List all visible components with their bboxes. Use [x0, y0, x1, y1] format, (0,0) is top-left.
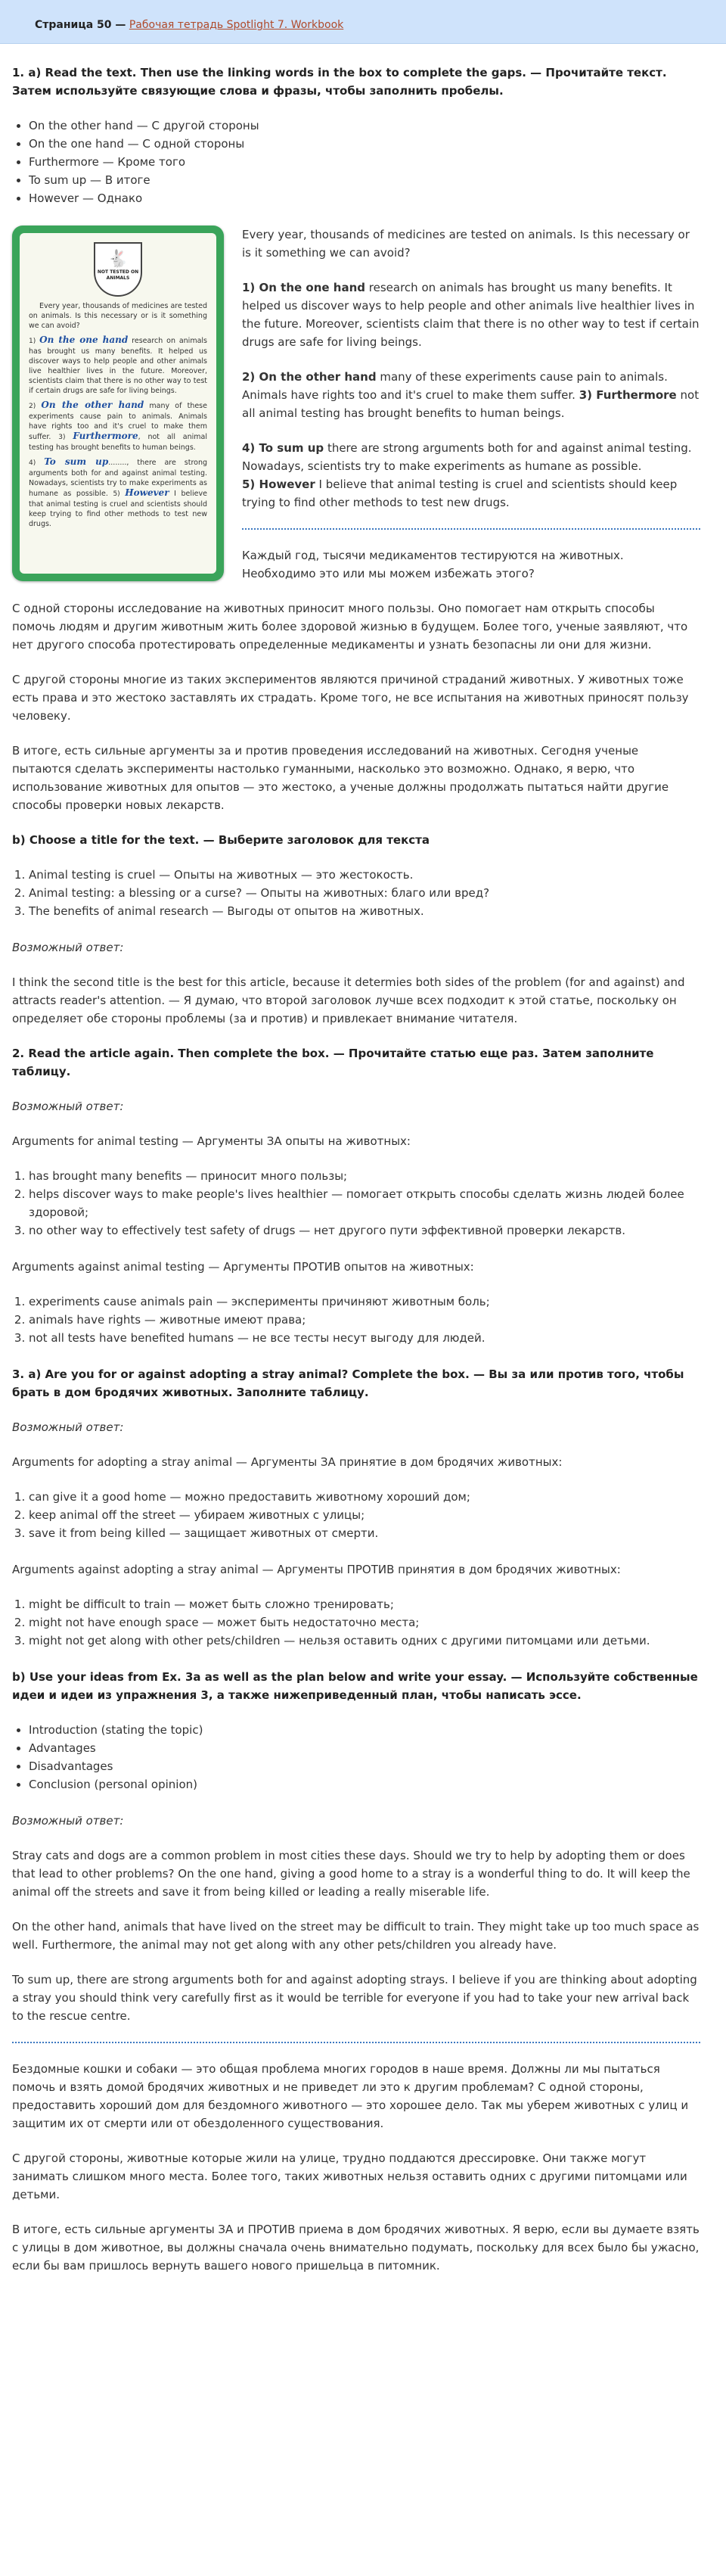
figure-p2-num: 2) [29, 403, 36, 410]
for-list [12, 1167, 700, 1240]
against-heading: Arguments against adopting a stray animal — Аргументы ПРОТИВ принятия в дом бродячих животных: [12, 1563, 621, 1576]
figure-p1-text: research on animals has brought us many benefits. It helped us discover ways to help people and other animals live healthier lives in the future. Moreover, scientists claim that there is no other way to test if certain drugs are safe for living beings. [29, 337, 207, 395]
list-item: • Introduction (stating the topic) [29, 1721, 700, 1739]
task-1a-title: 1. a) Read the text. Then use the linking words in the box to complete the gaps. — Прочитайте текст. Затем используйте связующие слова и фразы, чтобы заполнить пробелы. [12, 66, 667, 98]
list-item: 2. keep animal off the street — убираем животных с улицы; [29, 1506, 700, 1524]
list-item: 3. save it from being killed — защищает животных от смерти. [29, 1524, 700, 1542]
list-item: • However — Однако [29, 189, 700, 207]
figure-paragraph-4 [29, 457, 207, 529]
text-ru-p2: С другой стороны многие из таких экспериментов являются причиной страданий животных. У животных тоже есть права и это жестоко заставлять их страдать. Кроме того, не все испытания на животных приносят пользу человеку. [12, 673, 689, 723]
text-ru-p1: С одной стороны исследование на животных приносит много пользы. Оно помогает нам открыть способы помочь людям и другим животным жить более здоровой жизнью в будущем. Более того, ученые заявляют, что нет другого способа протестировать определенные медикаменты и узнать безопасны ли они для жизни. [12, 602, 688, 652]
against-list [12, 1293, 700, 1347]
answer-label: Возможный ответ: [12, 941, 124, 954]
figure-p4-text: ........, there are strong arguments both for and against animal testing. Nowadays, scientists try to make experiments as humane as possible. [29, 459, 207, 498]
text-en-p1-body: research on animals has brought us many benefits. It helped us discover ways to help people and other animals live healthier lives in the future. Moreover, scientists claim that there is no other way to test if certain drugs are safe for living beings. [242, 281, 700, 349]
list-item: • Disadvantages [29, 1757, 700, 1775]
text-en-p5-body: I believe that animal testing is cruel and scientists should keep trying to find other methods to test new drugs. [242, 478, 678, 509]
for-list [12, 1488, 700, 1542]
text-en-p3-body: not all animal testing has brought benefits to human beings. [242, 388, 700, 420]
page-header [0, 0, 726, 44]
figure-p1-num: 1) [29, 338, 36, 345]
list-item: 1. Animal testing is cruel — Опыты на животных — это жестокость. [29, 866, 700, 884]
text-ru-intro: Каждый год, тысячи медикаментов тестируются на животных. Необходимо это или мы можем избежать этого? [242, 549, 624, 580]
answer-label: Возможный ответ: [12, 1420, 124, 1434]
list-item: 1. has brought many benefits — приносит много пользы; [29, 1167, 700, 1185]
list-item: 1. might be difficult to train — может быть сложно тренировать; [29, 1595, 700, 1613]
figure-p5-text: I believe that animal testing is cruel and scientists should keep trying to find other methods to test new drugs. [29, 490, 207, 528]
list-item: • On the other hand — С другой стороны [29, 117, 700, 135]
task-3a-title: 3. a) Are you for or against adopting a stray animal? Complete the box. — Вы за или против того, чтобы брать в дом бродячих животных. Заполните таблицу. [12, 1367, 684, 1399]
figure-p4-num: 4) [29, 459, 36, 467]
answer-label: Возможный ответ: [12, 1100, 124, 1113]
figure-p2-text: many of these experiments cause pain to animals. Animals have rights too and it's cruel to make them suffer. [29, 402, 207, 441]
badge-text: NOT TESTED ON ANIMALS [97, 269, 139, 281]
figure-paragraph-1 [29, 335, 207, 396]
text-en-p2-lead: 2) On the other hand [242, 370, 377, 384]
essay-ru-p3: В итоге, есть сильные аргументы ЗА и ПРОТИВ приема в дом бродячих животных. Я верю, если вы думаете взять с улицы в дом животное, вы должны сначала очень внимательно подумать, поскольку для всех было бы ужасно, если бы вам пришлось вернуть вашего нового пришельца в питомник. [12, 2223, 700, 2273]
for-heading: Arguments for animal testing — Аргументы ЗА опыты на животных: [12, 1134, 411, 1148]
task-2-title: 2. Read the article again. Then complete the box. — Прочитайте статью еще раз. Затем заполните таблицу. [12, 1047, 654, 1078]
list-item: • On the one hand — С одной стороны [29, 135, 700, 153]
answer-label: Возможный ответ: [12, 1814, 124, 1828]
figure-p2-gap: On the other hand [41, 400, 144, 410]
list-item: 2. helps discover ways to make people's lives healthier — помогает открыть способы сделать жизнь людей более здоровой; [29, 1185, 700, 1221]
list-item: • To sum up — В итоге [29, 171, 700, 189]
list-item: 3. not all tests have benefited humans — не все тесты несут выгоду для людей. [29, 1329, 700, 1347]
rabbit-icon: 🐇 [107, 250, 129, 269]
figure-p1-gap: On the one hand [39, 334, 129, 345]
essay-en-p2: On the other hand, animals that have lived on the street may be difficult to train. They might take up too much space as well. Furthermore, the animal may not get along with any other pets/children you already have. [12, 1920, 700, 1952]
figure-p3-text: , not all animal testing has brought benefits to human beings. [29, 433, 207, 452]
list-item: • Furthermore — Кроме того [29, 153, 700, 171]
figure-p4-gap: To sum up [44, 456, 109, 467]
list-item: 1. experiments cause animals pain — эксперименты причиняют животным боль; [29, 1293, 700, 1311]
text-en-p5-lead: 5) However [242, 478, 315, 491]
text-ru-p3: В итоге, есть сильные аргументы за и против проведения исследований на животных. Сегодня ученые пытаются сделать эксперименты настолько гуманными, насколько это возможно. Однако, я верю, что использование животных для опытов — это жестоко, а ученые должны продолжать пытаться найти другие способы проверки новых лекарств. [12, 744, 669, 812]
list-item: 2. Animal testing: a blessing or a curse? — Опыты на животных: благо или вред? [29, 884, 700, 902]
text-en-p2-body: many of these experiments cause pain to animals. Animals have rights too and it's cruel to make them suffer. [242, 370, 668, 402]
list-item: 3. no other way to effectively test safety of drugs — нет другого пути эффективной проверки лекарств. [29, 1221, 700, 1240]
figure-intro: Every year, thousands of medicines are tested on animals. Is this necessary or is it something we can avoid? [29, 302, 207, 330]
list-item: 3. might not get along with other pets/children — нельзя оставить одних с другими питомцами или детьми. [29, 1632, 700, 1650]
figure-p3-gap: Furthermore [73, 431, 138, 441]
workbook-link[interactable]: Рабочая тетрадь Spotlight 7. Workbook [129, 19, 344, 31]
list-item: 2. animals have rights — животные имеют права; [29, 1311, 700, 1329]
dotted-separator [242, 528, 700, 530]
page-number-label: Страница 50 — [35, 19, 126, 31]
essay-en-p1: Stray cats and dogs are a common problem in most cities these days. Should we try to help by adopting them or does that lead to other problems? On the one hand, giving a good home to a stray is a wonderful thing to do. It will keep the animal off the streets and save it from being killed or leading a really miserable life. [12, 1849, 690, 1899]
against-list [12, 1595, 700, 1650]
list-item: • Advantages [29, 1739, 700, 1757]
text-en-p4-lead: 4) To sum up [242, 441, 324, 455]
list-item: 3. The benefits of animal research — Выгоды от опытов на животных. [29, 902, 700, 920]
essay-ru-p1: Бездомные кошки и собаки — это общая проблема многих городов в наше время. Должны ли мы пытаться помочь и взять домой бродячих животных и не приведет ли это к другим проблемам? С одной стороны, предоставить хороший дом для бездомного животного — это хорошее дело. Так мы уберем животных с улиц и защитим их от смерти или от обездоленного существования. [12, 2062, 689, 2130]
text-with-figure [12, 226, 700, 670]
figure-card [20, 233, 216, 574]
task-3b-title: b) Use your ideas from Ex. 3a as well as the plan below and write your essay. — Используйте собственные идеи и идеи из упражнения 3, а также нижеприведенный план, чтобы написать эссе. [12, 1670, 698, 1702]
essay-ru-p2: С другой стороны, животные которые жили на улице, трудно поддаются дрессировке. Они также могут занимать слишком много места. Более того, таких животных нельзя оставить одних с другими питомцами или детьми. [12, 2151, 687, 2201]
title-options-list [12, 866, 700, 920]
task-1b-answer: I think the second title is the best for this article, because it determies both sides of the problem (for and against) and attracts reader's attention. — Я думаю, что второй заголовок лучше всех подходит к этой статье, поскольку он определяет обе стороны проблемы (за и против) и привлекает внимание читателя. [12, 975, 685, 1025]
text-en-intro: Every year, thousands of medicines are tested on animals. Is this necessary or is it something we can avoid? [242, 228, 690, 260]
essay-en-p3: To sum up, there are strong arguments both for and against adopting strays. I believe if you are thinking about adopting a stray you should think very carefully first as it would be terrible for everyone if you had to take your new arrival back to the rescue centre. [12, 1973, 697, 2023]
dotted-separator [12, 2042, 700, 2043]
main-content [12, 64, 700, 2291]
essay-plan-list [12, 1721, 700, 1794]
linking-words-list [12, 117, 700, 207]
list-item: • Conclusion (personal opinion) [29, 1775, 700, 1794]
workbook-figure [12, 226, 224, 581]
figure-p5-gap: However [125, 487, 169, 498]
figure-p5-num: 5) [113, 490, 120, 498]
list-item: 2. might not have enough space — может быть недостаточно места; [29, 1613, 700, 1632]
not-tested-badge [94, 242, 142, 297]
figure-paragraph-2 [29, 400, 207, 453]
list-item: 1. can give it a good home — можно предоставить животному хороший дом; [29, 1488, 700, 1506]
text-en-p1-lead: 1) On the one hand [242, 281, 366, 294]
figure-p3-num: 3) [58, 434, 66, 441]
task-1b-title: b) Choose a title for the text. — Выберите заголовок для текста [12, 833, 430, 847]
text-en-p4-body: there are strong arguments both for and against animal testing. Nowadays, scientists try to make experiments as humane as possible. [242, 441, 692, 473]
figure-text [29, 301, 207, 529]
text-en-p3-lead: 3) Furthermore [579, 388, 677, 402]
against-heading: Arguments against animal testing — Аргументы ПРОТИВ опытов на животных: [12, 1260, 474, 1274]
for-heading: Arguments for adopting a stray animal — Аргументы ЗА принятие в дом бродячих животных: [12, 1455, 563, 1469]
